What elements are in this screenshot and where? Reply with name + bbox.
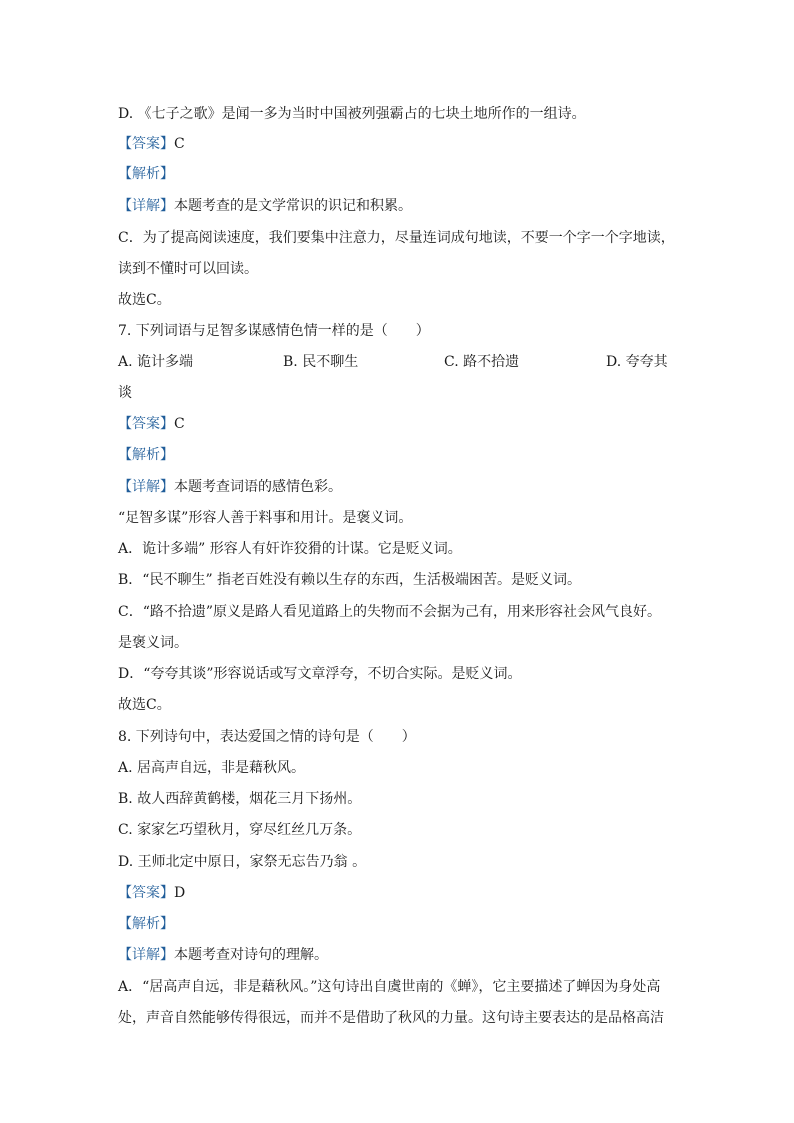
q7-option-a: A. 诡计多端 [118, 354, 194, 370]
q7-option-d: D. 夸夸其 [606, 354, 668, 370]
q8-answer [118, 883, 185, 903]
q7-option-b: B. 民不聊生 [283, 354, 359, 370]
q6-analysis-tag: 【解析】 [118, 166, 174, 182]
q7-conclusion: 故选C。 [118, 697, 171, 713]
q6-conclusion: 故选C。 [118, 292, 171, 308]
q7-option-c: C. 路不拾遗 [444, 354, 520, 370]
answer-tag: 【答案】 [118, 136, 174, 152]
detail-text: 本题考查词语的感情色彩。 [174, 479, 342, 495]
q8-analysis-tag: 【解析】 [118, 916, 174, 932]
q8-option-d: D. 王师北定中原日，家祭无忘告乃翁 。 [118, 854, 367, 870]
q6-answer [118, 134, 185, 154]
detail-tag: 【详解】 [118, 479, 174, 495]
q8-stem: 8. 下列诗句中，表达爱国之情的诗句是（ ） [118, 729, 416, 745]
q6-detail [118, 196, 412, 216]
q7-explain-c-2: 是褒义词。 [118, 635, 188, 651]
q7-stem: 7. 下列词语与足智多谋感情色情一样的是（ ） [118, 323, 430, 339]
q7-explain-d: D．“夸夸其谈”形容说话或写文章浮夸，不切合实际。是贬义词。 [118, 666, 522, 682]
q7-option-d-wrap: 谈 [118, 385, 132, 401]
detail-text: 本题考查的是文学常识的识记和积累。 [174, 198, 412, 214]
q8-option-a: A. 居高声自远，非是藉秋风。 [118, 760, 306, 776]
answer-tag: 【答案】 [118, 885, 174, 901]
q8-explain-a-2: 处，声音自然能够传得很远，而并不是借助了秋风的力量。这句诗主要表达的是品格高洁 [118, 1010, 664, 1026]
q6-explain-c-1: C．为了提高阅读速度，我们要集中注意力，尽量连词成句地读，不要一个字一个字地读， [118, 230, 675, 246]
answer-value: C [174, 416, 185, 432]
q7-explain-0: “足智多谋”形容人善于料事和用计。是褒义词。 [118, 510, 413, 526]
q7-answer [118, 414, 185, 434]
answer-tag: 【答案】 [118, 416, 174, 432]
detail-tag: 【详解】 [118, 947, 174, 963]
answer-value: C [174, 136, 185, 152]
q6-explain-c-2: 读到不懂时可以回读。 [118, 261, 258, 277]
q8-option-c: C. 家家乞巧望秋月，穿尽红丝几万条。 [118, 822, 362, 838]
q7-explain-a: A．诡计多端” 形容人有奸诈狡猾的计谋。它是贬义词。 [118, 541, 462, 557]
q8-explain-a-1: A．“居高声自远，非是藉秋风。”这句诗出自虞世南的《蝉》，它主要描述了蝉因为身处高 [118, 979, 661, 995]
q7-analysis-tag: 【解析】 [118, 447, 174, 463]
q8-detail [118, 945, 328, 965]
q7-explain-b: B．“民不聊生” 指老百姓没有赖以生存的东西，生活极端困苦。是贬义词。 [118, 572, 582, 588]
answer-value: D [174, 885, 186, 901]
q7-explain-c-1: C．“路不拾遗”原义是路人看见道路上的失物而不会据为己有，用来形容社会风气良好。 [118, 604, 662, 620]
q8-option-b: B. 故人西辞黄鹤楼，烟花三月下扬州。 [118, 791, 362, 807]
q7-detail [118, 477, 342, 497]
detail-text: 本题考查对诗句的理解。 [174, 947, 328, 963]
q6-option-d: D. 《七子之歌》是闻一多为当时中国被列强霸占的七块土地所作的一组诗。 [118, 106, 586, 122]
detail-tag: 【详解】 [118, 198, 174, 214]
